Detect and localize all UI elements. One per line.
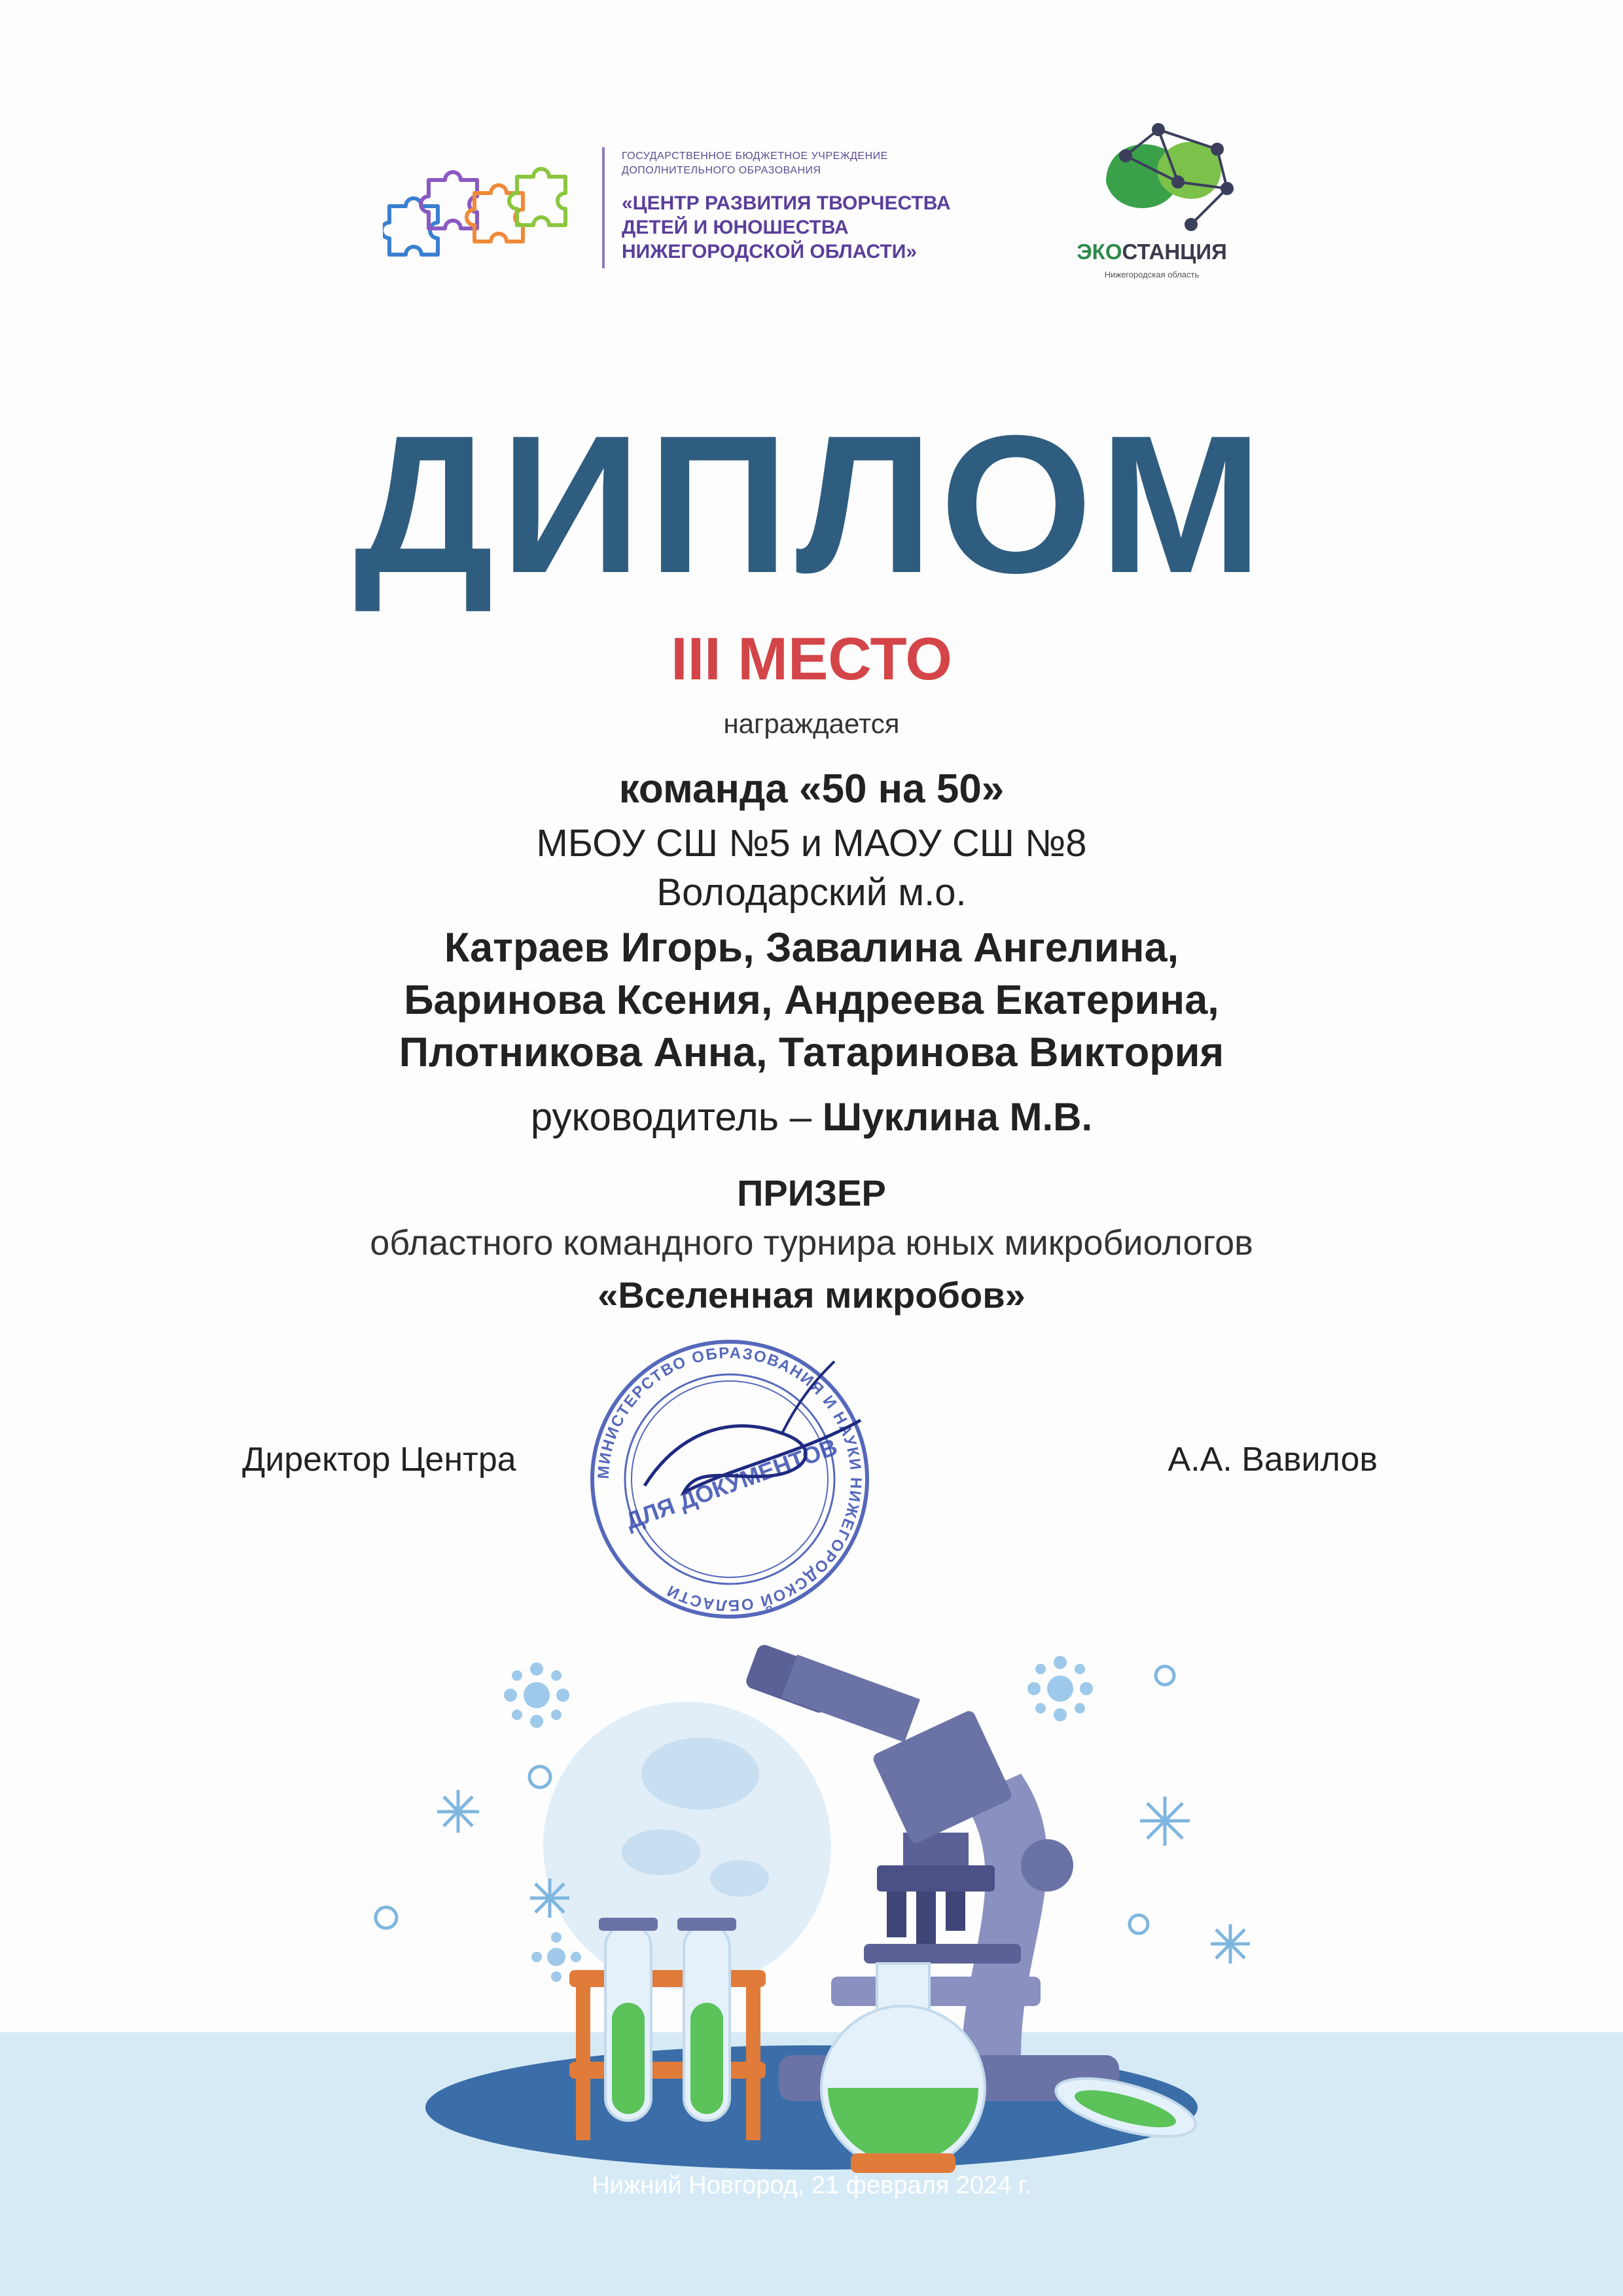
eco-name-accent: ЭКО bbox=[1077, 240, 1122, 264]
leader-prefix: руководитель – bbox=[530, 1095, 823, 1139]
leader-name: Шуклина М.В. bbox=[822, 1095, 1093, 1139]
org-name-line-1: «ЦЕНТР РАЗВИТИЯ ТВОРЧЕСТВА bbox=[622, 192, 951, 214]
org-name-line-2: ДЕТЕЙ И ЮНОШЕСТВА bbox=[622, 217, 849, 238]
org-type-line-1: ГОСУДАРСТВЕННОЕ БЮДЖЕТНОЕ УЧРЕЖДЕНИЕ bbox=[622, 151, 888, 162]
org-type bbox=[622, 149, 1041, 178]
stamp-outer-text: МИНИСТЕРСТВО ОБРАЗОВАНИЯ И НАУКИ НИЖЕГОРОДСКОЙ ОБЛАСТИ bbox=[594, 1344, 865, 1615]
ecostation-logo-icon bbox=[1086, 110, 1250, 241]
director-position: Директор Центра bbox=[242, 1441, 516, 1479]
contest-name: «Вселенная микробов» bbox=[597, 1274, 1026, 1316]
awarded-label: награждается bbox=[723, 708, 900, 739]
members-line-2: Баринова Ксения, Андреева Екатерина, bbox=[404, 977, 1219, 1023]
puzzle-logo-icon bbox=[383, 167, 579, 265]
place-and-date: Нижний Новгород, 21 февраля 2024 г. bbox=[592, 2172, 1031, 2199]
place-label: III МЕСТО bbox=[671, 626, 952, 692]
members-line-3: Плотникова Анна, Татаринова Виктория bbox=[399, 1030, 1224, 1075]
ecostation-region: Нижегородская область bbox=[1104, 270, 1200, 279]
tournament-name: областного командного турнира юных микробиологов bbox=[370, 1223, 1253, 1263]
org-type-line-2: ДОПОЛНИТЕЛЬНОГО ОБРАЗОВАНИЯ bbox=[622, 165, 821, 176]
eco-name-rest: СТАНЦИЯ bbox=[1122, 240, 1227, 264]
prize-label: ПРИЗЕР bbox=[737, 1172, 886, 1213]
stamp-center-text: ДЛЯ ДОКУМЕНТОВ bbox=[622, 1433, 841, 1535]
members-line-1: Катраев Игорь, Завалина Ангелина, bbox=[444, 925, 1179, 971]
header-divider bbox=[602, 147, 605, 268]
org-name bbox=[622, 191, 1041, 264]
district: Володарский м.о. bbox=[656, 871, 967, 914]
org-name-line-3: НИЖЕГОРОДСКОЙ ОБЛАСТИ» bbox=[622, 241, 918, 262]
team-name: команда «50 на 50» bbox=[618, 766, 1005, 812]
director-name: А.А. Вавилов bbox=[1168, 1441, 1378, 1479]
official-stamp-icon bbox=[586, 1335, 874, 1623]
team-members bbox=[0, 922, 1623, 1079]
schools: МБОУ СШ №5 и МАОУ СШ №8 bbox=[536, 822, 1087, 865]
leader bbox=[0, 1094, 1623, 1139]
ecostation-name bbox=[1037, 240, 1266, 264]
diploma-title: ДИПЛОМ bbox=[353, 394, 1270, 614]
